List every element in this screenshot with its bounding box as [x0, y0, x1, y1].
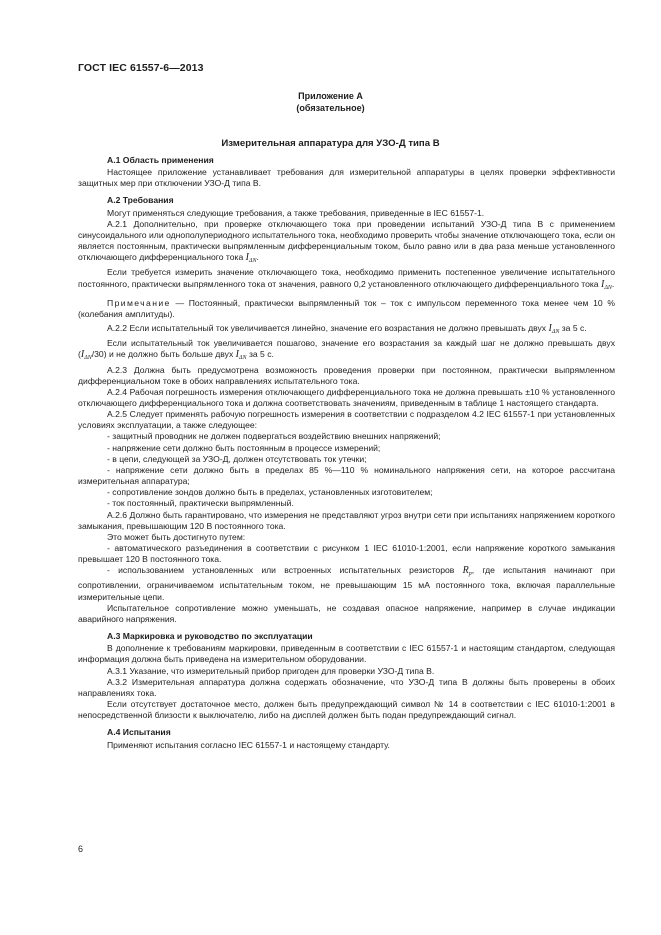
current-subscript: ΔN	[248, 258, 257, 265]
list-item: - сопротивление зондов должно быть в пределах, установленных изготовителем;	[107, 487, 433, 498]
current-subscript: ΔN	[84, 355, 92, 362]
paragraph: В дополнение к требованиям маркировки, приведенным в соответствии с IEC 61557-1 и настоящим стандартом, следующая информация должна быть приведена на измерительном оборудовании.	[78, 643, 615, 665]
paragraph: А.2.1 Дополнительно, при проверке отключающего тока при проведении испытаний УЗО-Д типа В с применением синусоидального или однополупериодного испытательного тока, необходимо проверить чтобы значение отключающего тока, если он является постоянным, практически выпрямленным дифференциальным током, было равно или в два раза меньше установленного отключающего дифференциального тока $I_{\Delta N}$.	[78, 218, 615, 265]
list-item: - напряжение сети должно быть постоянным в процессе измерений;	[107, 442, 381, 453]
document-title: Измерительная аппаратура для УЗО-Д типа В	[221, 138, 440, 149]
current-symbol: I	[600, 278, 605, 290]
paragraph: Если требуется измерить значение отключающего тока, необходимо применить постепенное увеличение испытательного постоянного, практически выпрямленного тока от значения, равного 0,2 установленного отключающего дифференциального тока $I_{\Delta N}$.	[78, 267, 615, 291]
paragraph: А.2.3 Должна быть предусмотрена возможность проведения проверки при постоянном, практически выпрямленном дифференциальном токе в обоих направлениях испытательного тока.	[78, 364, 615, 386]
paragraph-text: Если требуется измерить значение отключающего тока, необходимо применить постепенное увеличение испытательного постоянного, практически выпрямленного тока от значения, равного 0,2 установленного отключающего дифференциального тока	[78, 267, 615, 289]
current-symbol: I	[548, 323, 552, 335]
current-symbol: I	[80, 349, 85, 361]
note-text: — Постоянный, практически выпрямленный ток – ток с импульсом переменного тока менее чем 10 % (колебания амплитуды).	[78, 297, 616, 319]
paragraph: Это может быть достигнуто путем:	[107, 531, 246, 542]
paragraph-text: А.2.1 Дополнительно, при проверке отключающего тока при проведении испытаний УЗО-Д типа В с применением синусоидального или однополупериодного испытательного тока, необходимо проверить чтобы значение отключающего тока, если он является постоянным, практически выпрямленным дифференциальным током, было равно или в два раза меньше установленного отключающего дифференциального тока	[78, 218, 615, 263]
running-header: ГОСТ IEC 61557-6—2013	[78, 62, 204, 74]
current-subscript: ΔN	[551, 329, 560, 336]
note-label: Примечание	[107, 297, 171, 308]
paragraph: А.2.5 Следует применять рабочую погрешность измерения в соответствии с подразделом 4.2 IEC 61557-1 при установленных условиях эксплуатации, а также следующее:	[78, 409, 615, 431]
paragraph	[78, 338, 615, 364]
annex-title: Приложение А	[298, 91, 363, 101]
section-heading-a3: А.3 Маркировка и руководство по эксплуатации	[107, 631, 313, 642]
current-subscript: ΔN	[239, 355, 247, 362]
paragraph: Применяют испытания согласно IEC 61557-1 и настоящему стандарту.	[107, 739, 390, 750]
current-symbol: I	[235, 349, 240, 361]
current-symbol: I	[245, 252, 249, 264]
paragraph: А.2.6 Должно быть гарантировано, что измерения не представляют угроз внутри сети при испытаниях напряжением короткого замыкания, превышающим 120 В постоянного тока.	[78, 509, 615, 531]
paragraph-text: /30) и не должно быть больше двух	[91, 349, 234, 360]
resistor-subscript: p	[468, 571, 472, 578]
paragraph-text: за 5 с.	[248, 349, 274, 360]
resistor-symbol: R	[462, 565, 469, 577]
current-subscript: ΔN	[604, 284, 612, 291]
page-number: 6	[78, 844, 84, 854]
paragraph-text: , где испытания начинают при сопротивлении, ограничиваемом испытательным током, не превышающим 15 мА постоянного тока, включая параллельные измерительные цепи.	[78, 565, 615, 602]
paragraph: Испытательное сопротивление можно уменьшать, не создавая опасное напряжение, например в случае индикации аварийного напряжения.	[78, 602, 615, 624]
section-heading-a4: А.4 Испытания	[107, 727, 171, 738]
note	[78, 298, 615, 320]
list-item: - в цепи, следующей за УЗО-Д, должен отсутствовать ток утечки;	[107, 453, 367, 464]
paragraph: Могут применяться следующие требования, а также требования, приведенные в IEC 61557-1.	[107, 207, 485, 218]
paragraph-text: Если испытательный ток увеличивается пошагово, значение его возрастания за каждый шаг не должно превышать двух (	[78, 338, 615, 360]
paragraph: А.3.2 Измерительная аппаратура должна содержать обозначение, что УЗО-Д типа В должны быть проверены в обоих направлениях тока.	[78, 676, 615, 698]
paragraph: Настоящее приложение устанавливает требования для измерительной аппаратуры в целях проверки эффективности защитных мер при отключении УЗО-Д типа В.	[78, 167, 615, 189]
document-body	[78, 155, 615, 751]
list-item: - защитный проводник не должен подвергаться воздействию внешних напряжений;	[107, 431, 441, 442]
paragraph-text: А.2.2 Если испытательный ток увеличивается линейно, значение его возрастания не должно превышать двух	[107, 323, 547, 334]
paragraph: Если отсутствует достаточное место, должен быть предупреждающий символ № 14 в соответствии с IEC 61010-1:2001 в непосредственной близости к выключателю, либо на дисплей должен быть подан предупреждающий сигнал.	[78, 699, 615, 721]
section-heading-a2: А.2 Требования	[107, 195, 174, 206]
paragraph	[78, 323, 615, 338]
paragraph: - автоматического разъединения в соответствии с рисунком 1 IEC 61010-1:2001, если напряжение короткого замыкания превышает 120 В постоянного тока.	[78, 543, 615, 565]
list-item: - напряжение сети должно быть в пределах 85 %—110 % номинального напряжения сети, на которое рассчитана измерительная аппаратура;	[78, 464, 615, 487]
paragraph-text: - использованием установленных или встроенных испытательных резисторов	[107, 565, 455, 576]
annex-kind: (обязательное)	[296, 103, 365, 113]
section-heading-a1: А.1 Область применения	[107, 155, 214, 165]
paragraph: А.3.1 Указание, что измерительный прибор пригоден для проверки УЗО-Д типа В.	[107, 665, 435, 676]
paragraph-text: за 5 с.	[561, 323, 587, 334]
paragraph	[78, 565, 615, 602]
paragraph: А.2.4 Рабочая погрешность измерения отключающего дифференциального тока не должна превышать ±10 % установленного отключающего дифференциального тока и должна соответствовать значениям, приведенным в таблице 1 настоящего стандарта.	[78, 386, 615, 408]
list-item: - ток постоянный, практически выпрямленный.	[107, 498, 294, 509]
